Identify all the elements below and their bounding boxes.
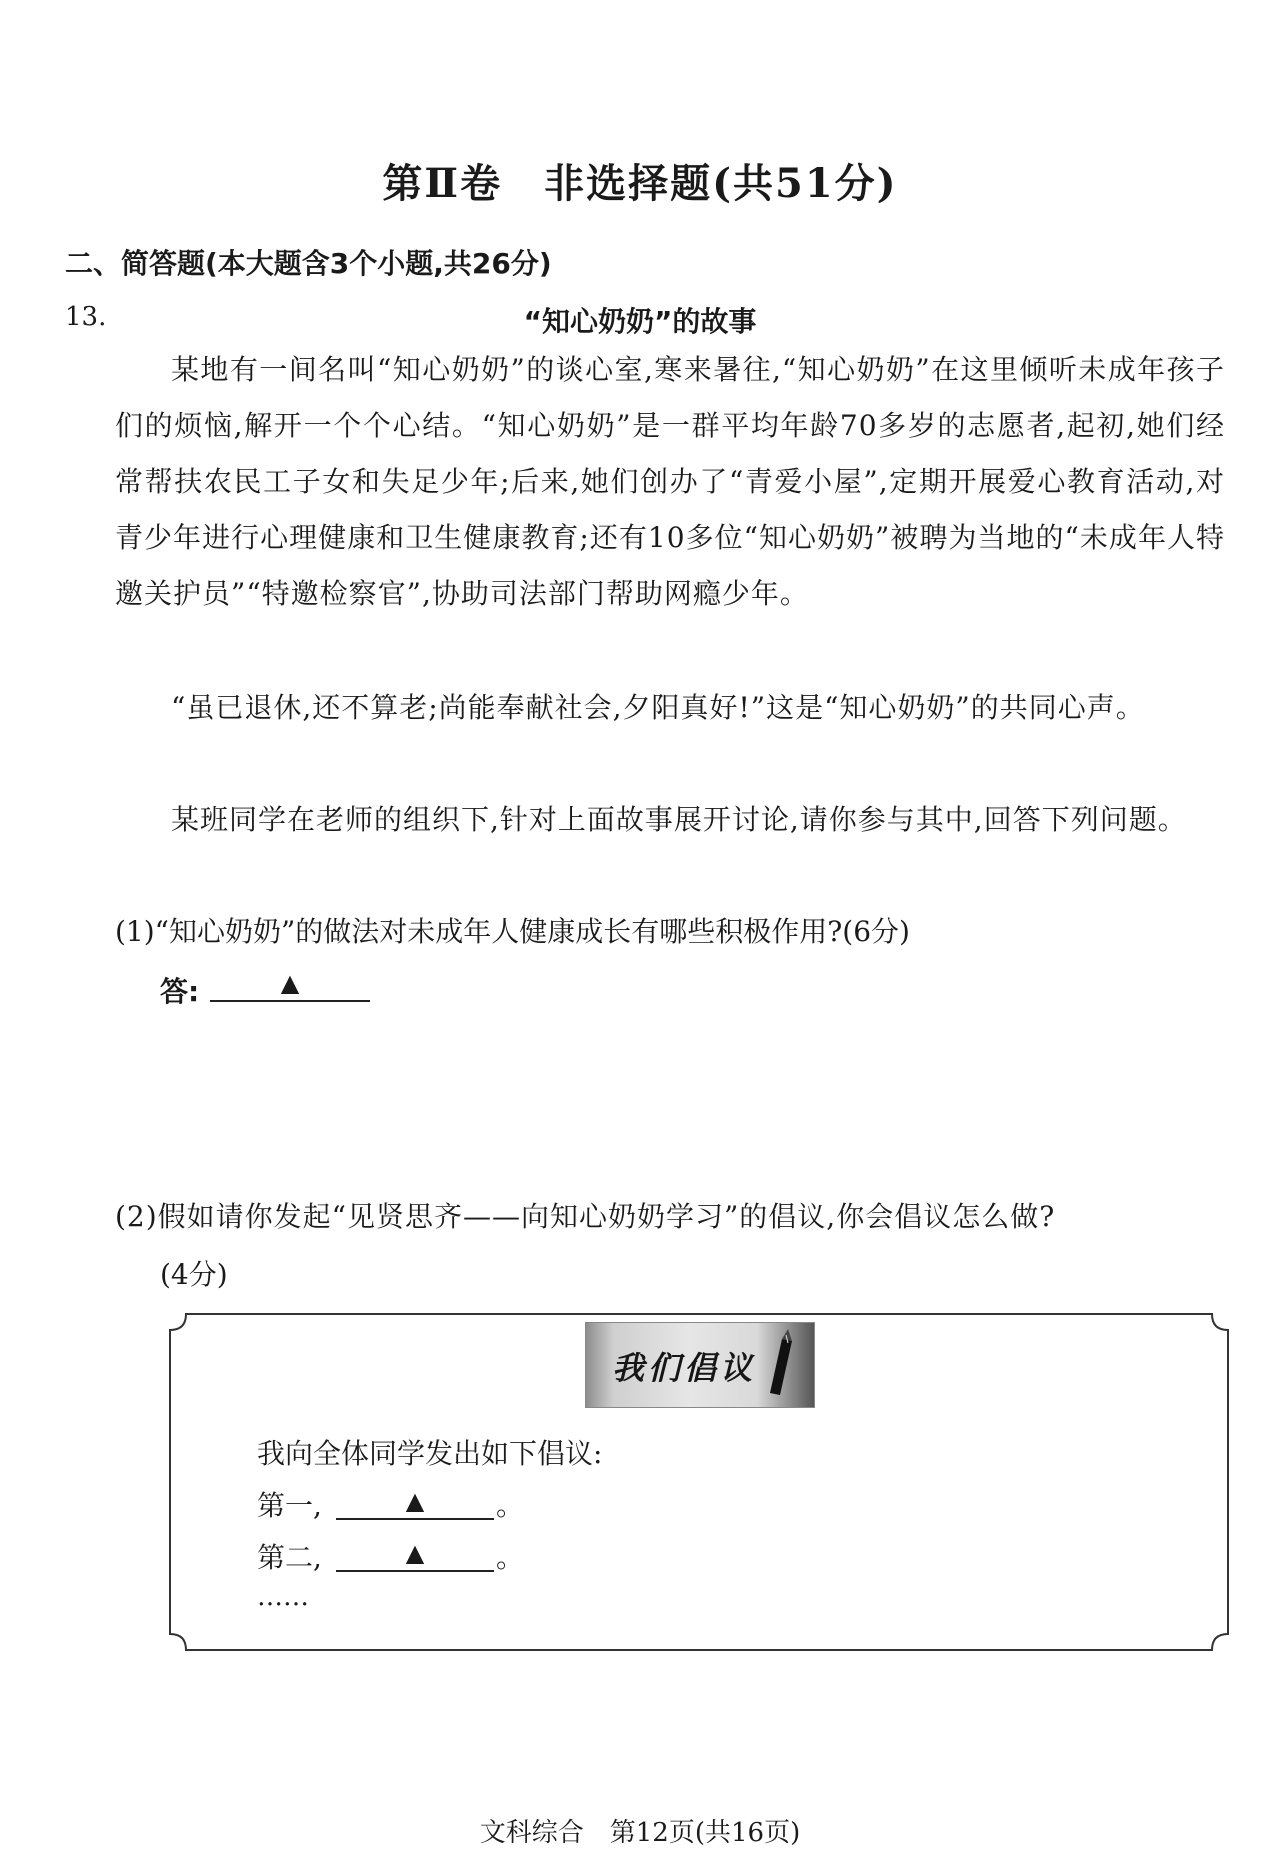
page-title: 第Ⅱ卷 非选择题(共51分)	[382, 160, 898, 207]
story-title: “知心奶奶”的故事	[523, 305, 757, 338]
sub-question-2: (2)假如请你发起“见贤思齐——向知心奶奶学习”的倡议,你会倡议怎么做?	[115, 1200, 1056, 1233]
section-heading: 二、简答题(本大题含3个小题,共26分)	[65, 247, 552, 280]
proposal-intro: 我向全体同学发出如下倡议:	[257, 1437, 603, 1470]
proposal-second-blank[interactable]: ▲	[336, 1536, 494, 1572]
answer-label: 答:	[160, 975, 200, 1008]
sub-question-2-score: (4分)	[160, 1258, 228, 1291]
page-footer: 文科综合 第12页(共16页)	[479, 1818, 801, 1848]
answer-blank[interactable]: ▲	[210, 966, 370, 1002]
story-paragraph-2: “虽已退休,还不算老;尚能奉献社会,夕阳真好!”这是“知心奶奶”的共同心声。	[171, 691, 1145, 724]
proposal-first-blank[interactable]: ▲	[336, 1484, 494, 1520]
sub-question-1: (1)“知心奶奶”的做法对未成年人健康成长有哪些积极作用?(6分)	[115, 915, 910, 948]
proposal-banner	[585, 1322, 815, 1408]
question-number: 13.	[65, 302, 107, 332]
proposal-second-end: 。	[496, 1541, 525, 1574]
proposal-ellipsis: ……	[257, 1582, 309, 1612]
proposal-second-label: 第二,	[257, 1541, 322, 1574]
story-paragraph-1: 某地有一间名叫“知心奶奶”的谈心室,寒来暑往,“知心奶奶”在这里倾听未成年孩子们的烦恼,解开一个个心结。“知心奶奶”是一群平均年龄70多岁的志愿者,起初,她们经常帮扶农民工子女和失足少年;后来,她们创办了“青爱小屋”,定期开展爱心教育活动,对青少年进行心理健康和卫生健康教育;还有10多位“知心奶奶”被聘为当地的“未成年人特邀关护员”“特邀检察官”,协助司法部门帮助网瘾少年。	[115, 353, 1225, 610]
instruction-paragraph: 某班同学在老师的组织下,针对上面故事展开讨论,请你参与其中,回答下列问题。	[171, 803, 1187, 836]
pen-icon	[762, 1329, 808, 1399]
banner-text: 我们倡议	[612, 1349, 757, 1387]
proposal-first-label: 第一,	[257, 1489, 322, 1522]
proposal-first-end: 。	[496, 1489, 525, 1522]
